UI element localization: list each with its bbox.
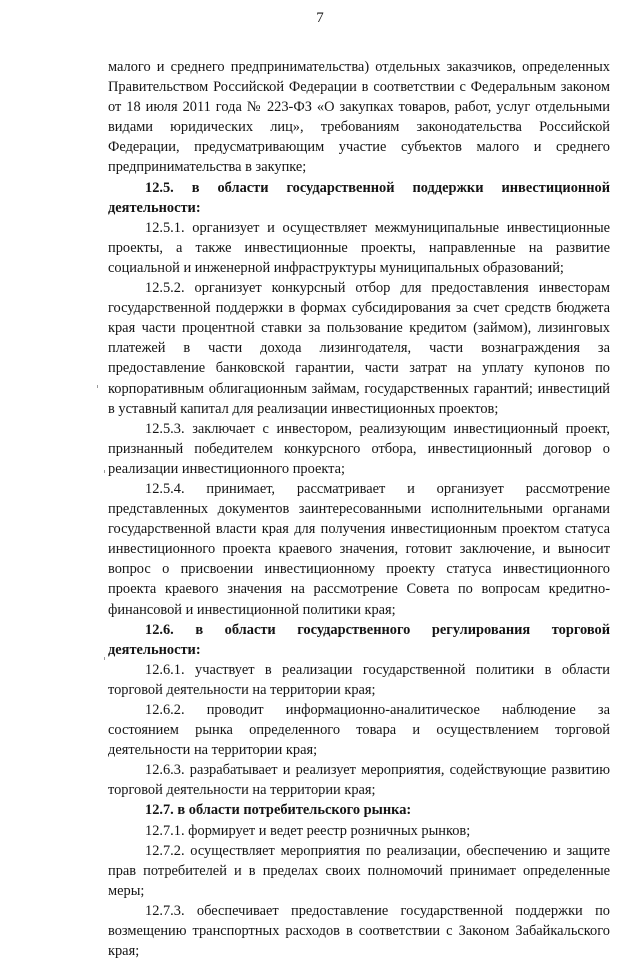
- paragraph-12-7-2: 12.7.2. осуществляет мероприятия по реализации, обеспечению и защите прав потребителей и в пределах своих полномочий принимает определенные меры;: [108, 842, 610, 899]
- paragraph-continuation: малого и среднего предпринимательства) отдельных заказчиков, определенных Правительством Российской Федерации в соответствии с Федеральным законом от 18 июля 2011 года № 223-ФЗ «О закупках товаров, работ, услуг отдельными видами юридических лиц», требованиям законодательства Российской Федерации, предусматривающим участие субъектов малого и среднего предпринимательства в закупке;: [108, 59, 610, 176]
- paragraph-12-6-1: 12.6.1. участвует в реализации государственной политики в области торговой деятельности на территории края;: [108, 661, 610, 698]
- paragraph-12-5-3: 12.5.3. заключает с инвестором, реализующим инвестиционный проект, признанный победителем конкурсного отбора, инвестиционный договор о реализации инвестиционного проекта;: [108, 420, 610, 477]
- scan-mark: [104, 470, 105, 473]
- section-heading-12-5: 12.5. в области государственной поддержки инвестиционной деятельности:: [108, 179, 610, 216]
- scan-mark: [97, 385, 98, 388]
- paragraph-12-7-1: 12.7.1. формирует и ведет реестр розничных рынков;: [145, 822, 471, 839]
- document-body: [108, 57, 610, 961]
- paragraph-12-5-1: 12.5.1. организует и осуществляет межмуниципальные инвестиционные проекты, а также инвестиционные проекты, направленные на развитие социальной и инженерной инфраструктуры муниципальных образований;: [108, 219, 610, 276]
- paragraph-12-5-4: 12.5.4. принимает, рассматривает и организует рассмотрение представленных документов заинтересованными исполнительными органами государственной власти края для получения инвестиционным проектом статуса инвестиционного проекта краевого значения, готовит заключение, и выносит вопрос о присвоении инвестиционному проекту статуса инвестиционного проекта краевого значения на рассмотрение Совета по вопросам кредитно-финансовой и инвестиционной политики края;: [108, 480, 610, 618]
- paragraph-12-6-3: 12.6.3. разрабатывает и реализует мероприятия, содействующие развитию торговой деятельности на территории края;: [108, 762, 610, 799]
- paragraph-12-6-2: 12.6.2. проводит информационно-аналитическое наблюдение за состоянием рынка определенного товара и осуществлением торговой деятельности на территории края;: [108, 702, 610, 759]
- paragraph-12-7-3: 12.7.3. обеспечивает предоставление государственной поддержки по возмещению транспортных расходов в соответствии с Законом Забайкальского края;: [108, 902, 610, 960]
- paragraph-12-5-2: 12.5.2. организует конкурсный отбор для предоставления инвесторам государственной поддержки в формах субсидирования за счет средств бюджета края части процентной ставки за пользование кредитом (займом), лизинговых платежей в части дохода лизингодателя, части вознаграждения за предоставление банковской гарантии, части затрат на уплату купонов по корпоративным облигационным займам, государственных гарантий; инвестиций в уставный капитал для реализации инвестиционных проектов;: [108, 280, 610, 417]
- scan-mark: [104, 657, 105, 660]
- section-heading-12-6: 12.6. в области государственного регулирования торговой деятельности:: [108, 621, 610, 658]
- section-heading-12-7: 12.7. в области потребительского рынка:: [145, 802, 412, 819]
- page-number: 7: [316, 10, 324, 26]
